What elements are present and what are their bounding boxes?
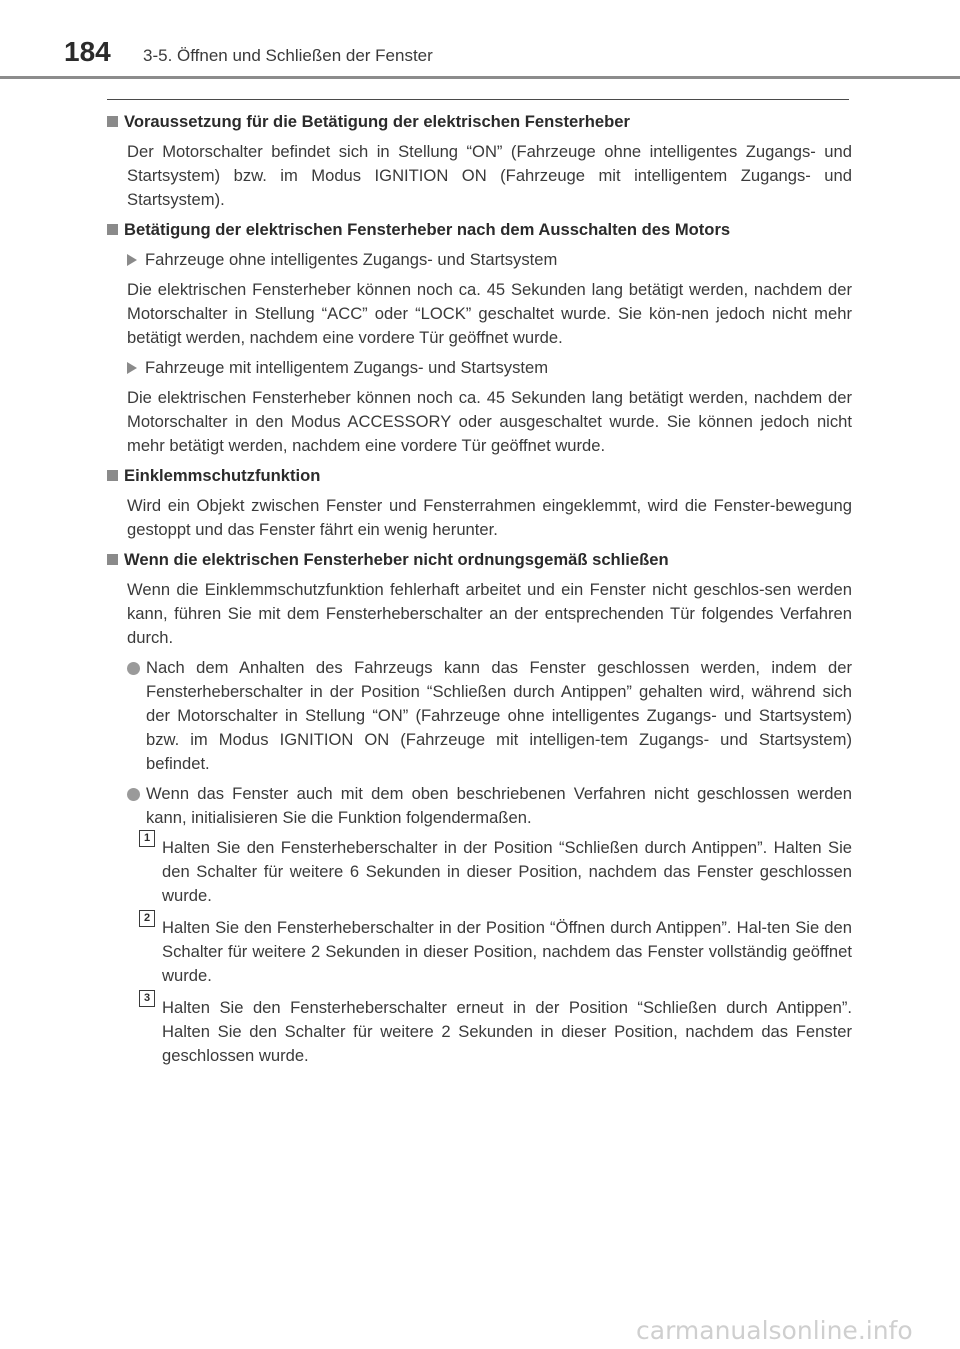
square-bullet-icon <box>107 224 118 235</box>
section-heading <box>107 464 852 488</box>
list-item <box>127 782 852 830</box>
section-heading <box>107 218 852 242</box>
section-heading-text: Voraussetzung für die Betätigung der elektrischen Fensterheber <box>124 112 630 131</box>
triangle-arrow-icon <box>127 362 137 374</box>
section-heading <box>107 548 852 572</box>
step-number-badge: 3 <box>139 990 155 1007</box>
section-heading <box>107 110 852 134</box>
page-header <box>0 0 960 82</box>
section-paragraph: Die elektrischen Fensterheber können noch ca. 45 Sekunden lang betätigt werden, nachdem der Motorschalter in Stellung “ACC” oder “LOCK” geschaltet wurde. Sie kön-nen jedoch nicht mehr betätigt werden, nachdem eine vordere Tür geöffnet wurde. <box>127 280 852 347</box>
square-bullet-icon <box>107 470 118 481</box>
section-divider <box>107 99 849 100</box>
list-item <box>127 656 852 776</box>
section-paragraph: Wenn die Einklemmschutzfunktion fehlerhaft arbeitet und ein Fenster nicht geschlos-sen werden kann, führen Sie mit dem Fensterheberschalter an der entsprechenden Tür folgendes Verfahren durch. <box>127 580 852 647</box>
step-text: Halten Sie den Fensterheberschalter erneut in der Position “Schließen durch Antippen”. Halten Sie den Schalter für weitere 2 Sekunden in dieser Position, nachdem das Fenster geschlossen wurde. <box>162 998 852 1065</box>
subheading <box>127 248 852 272</box>
square-bullet-icon <box>107 116 118 127</box>
header-divider <box>0 76 960 79</box>
triangle-arrow-icon <box>127 254 137 266</box>
list-item-text: Wenn das Fenster auch mit dem oben beschriebenen Verfahren nicht geschlossen werden kann, initialisieren Sie die Funktion folgendermaßen. <box>146 784 852 827</box>
subheading-text: Fahrzeuge ohne intelligentes Zugangs- und Startsystem <box>145 250 558 269</box>
square-bullet-icon <box>107 554 118 565</box>
step-text: Halten Sie den Fensterheberschalter in der Position “Schließen durch Antippen”. Halten Sie den Schalter für weitere 6 Sekunden in dieser Position, nachdem das Fenster geschlossen wurde. <box>162 838 852 905</box>
section-paragraph: Die elektrischen Fensterheber können noch ca. 45 Sekunden lang betätigt werden, nachdem der Motorschalter in den Modus ACCESSORY oder ausgeschaltet wurde. Sie können jedoch nicht mehr betätigt werden, nachdem eine vordere Tür geöffnet wurde. <box>127 388 852 455</box>
step-item <box>139 992 852 1068</box>
section-heading-text: Wenn die elektrischen Fensterheber nicht ordnungsgemäß schließen <box>124 550 669 569</box>
step-item <box>139 832 852 908</box>
step-item <box>139 912 852 988</box>
section-heading-text: Einklemmschutzfunktion <box>124 466 321 485</box>
page-content <box>107 110 852 1076</box>
section-heading-text: Betätigung der elektrischen Fensterheber nach dem Ausschalten des Motors <box>124 220 731 239</box>
list-item-text: Nach dem Anhalten des Fahrzeugs kann das Fenster geschlossen werden, indem der Fensterheberschalter in der Position “Schließen durch Antippen” gehalten wird, während sich der Motorschalter in Stellung “ON” (Fahrzeuge ohne intelligentes Zugangs- und Startsystem) bzw. im Modus IGNITION ON (Fahrzeuge mit intelligen-tem Zugangs- und Startsystem) befindet. <box>146 658 852 773</box>
step-number-badge: 1 <box>139 830 155 847</box>
circle-bullet-icon <box>127 662 140 675</box>
chapter-title: 3-5. Öffnen und Schließen der Fenster <box>143 46 433 65</box>
section-paragraph: Der Motorschalter befindet sich in Stellung “ON” (Fahrzeuge ohne intelligentes Zugangs- und Startsystem) bzw. im Modus IGNITION ON (Fahrzeuge mit intelligentem Zugangs- und Startsystem). <box>127 142 852 209</box>
step-number-badge: 2 <box>139 910 155 927</box>
step-text: Halten Sie den Fensterheberschalter in der Position “Öffnen durch Antippen”. Hal-ten Sie den Schalter für weitere 2 Sekunden in dieser Position, nachdem das Fenster vollständig geöffnet wurde. <box>162 918 852 985</box>
page-number: 184 <box>64 36 111 67</box>
circle-bullet-icon <box>127 788 140 801</box>
section-paragraph: Wird ein Objekt zwischen Fenster und Fensterrahmen eingeklemmt, wird die Fenster-bewegung gestoppt und das Fenster fährt ein wenig herunter. <box>127 496 852 539</box>
subheading <box>127 356 852 380</box>
subheading-text: Fahrzeuge mit intelligentem Zugangs- und Startsystem <box>145 358 549 377</box>
watermark: carmanualsonline.info <box>636 1316 913 1345</box>
